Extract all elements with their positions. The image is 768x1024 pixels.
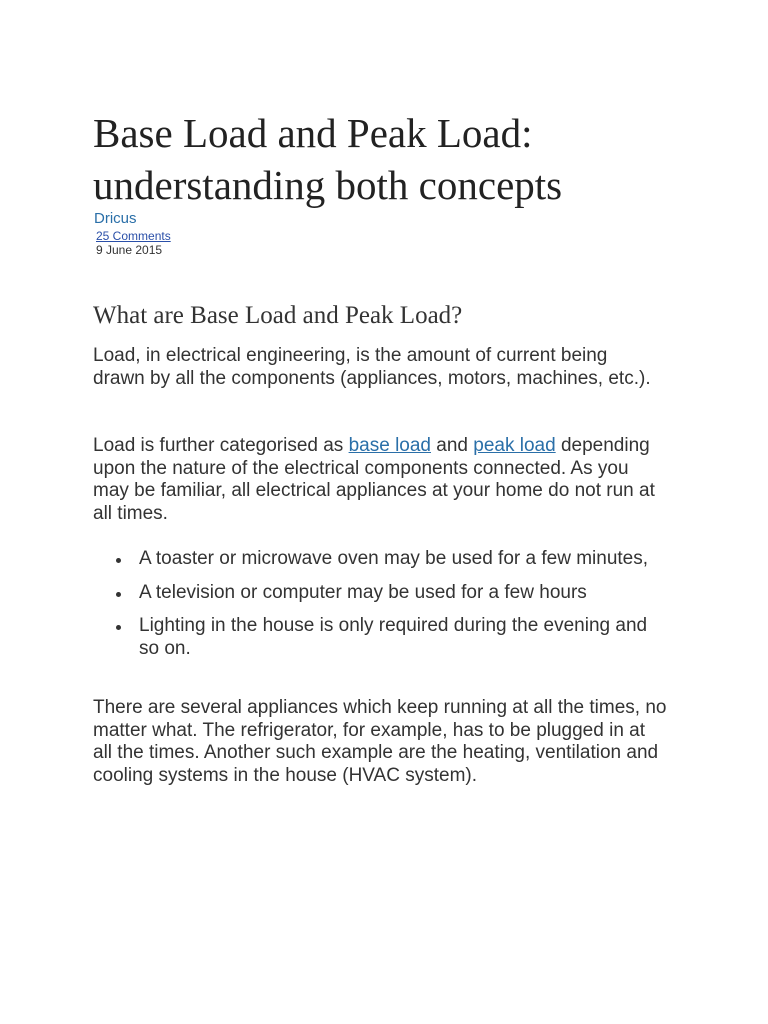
paragraph-load-categories — [93, 435, 658, 525]
paragraph-text: depending upon the nature of the electrical components connected. As you may be familiar, all electrical appliances at your home do not run at all times. — [93, 435, 655, 524]
paragraph-load-definition: Load, in electrical engineering, is the amount of current being drawn by all the components (appliances, motors, machines, etc.). — [93, 345, 651, 389]
list-item-text: A toaster or microwave oven may be used for a few minutes, — [139, 548, 649, 569]
base-load-link[interactable]: base load — [348, 435, 431, 456]
publish-date: 9 June 2015 — [96, 243, 163, 257]
author-link[interactable]: Dricus — [94, 210, 137, 227]
bullet-icon — [116, 592, 121, 597]
list-item — [93, 582, 659, 605]
list-item — [93, 548, 659, 571]
article-title: Base Load and Peak Load: understanding both concepts — [93, 110, 563, 208]
list-item-text: Lighting in the house is only required during the evening and so on. — [139, 615, 648, 659]
list-item-text: A television or computer may be used for a few hours — [139, 581, 587, 603]
paragraph-text: Load is further categorised as — [93, 435, 349, 456]
paragraph-always-on-appliances: There are several appliances which keep running at all the times, no matter what. The refrigerator, for example, has to be plugged in at all the times. Another such example are the heating, ventilation and cooling systems in the house (HVAC system). — [93, 697, 667, 786]
appliance-usage-list — [93, 548, 673, 671]
bullet-icon — [116, 558, 121, 563]
peak-load-link[interactable]: peak load — [473, 435, 556, 456]
list-item — [93, 615, 659, 660]
paragraph-text: and — [431, 435, 474, 456]
bullet-icon — [116, 625, 121, 630]
comments-link[interactable]: 25 Comments — [96, 229, 171, 243]
section-heading: What are Base Load and Peak Load? — [93, 302, 463, 329]
